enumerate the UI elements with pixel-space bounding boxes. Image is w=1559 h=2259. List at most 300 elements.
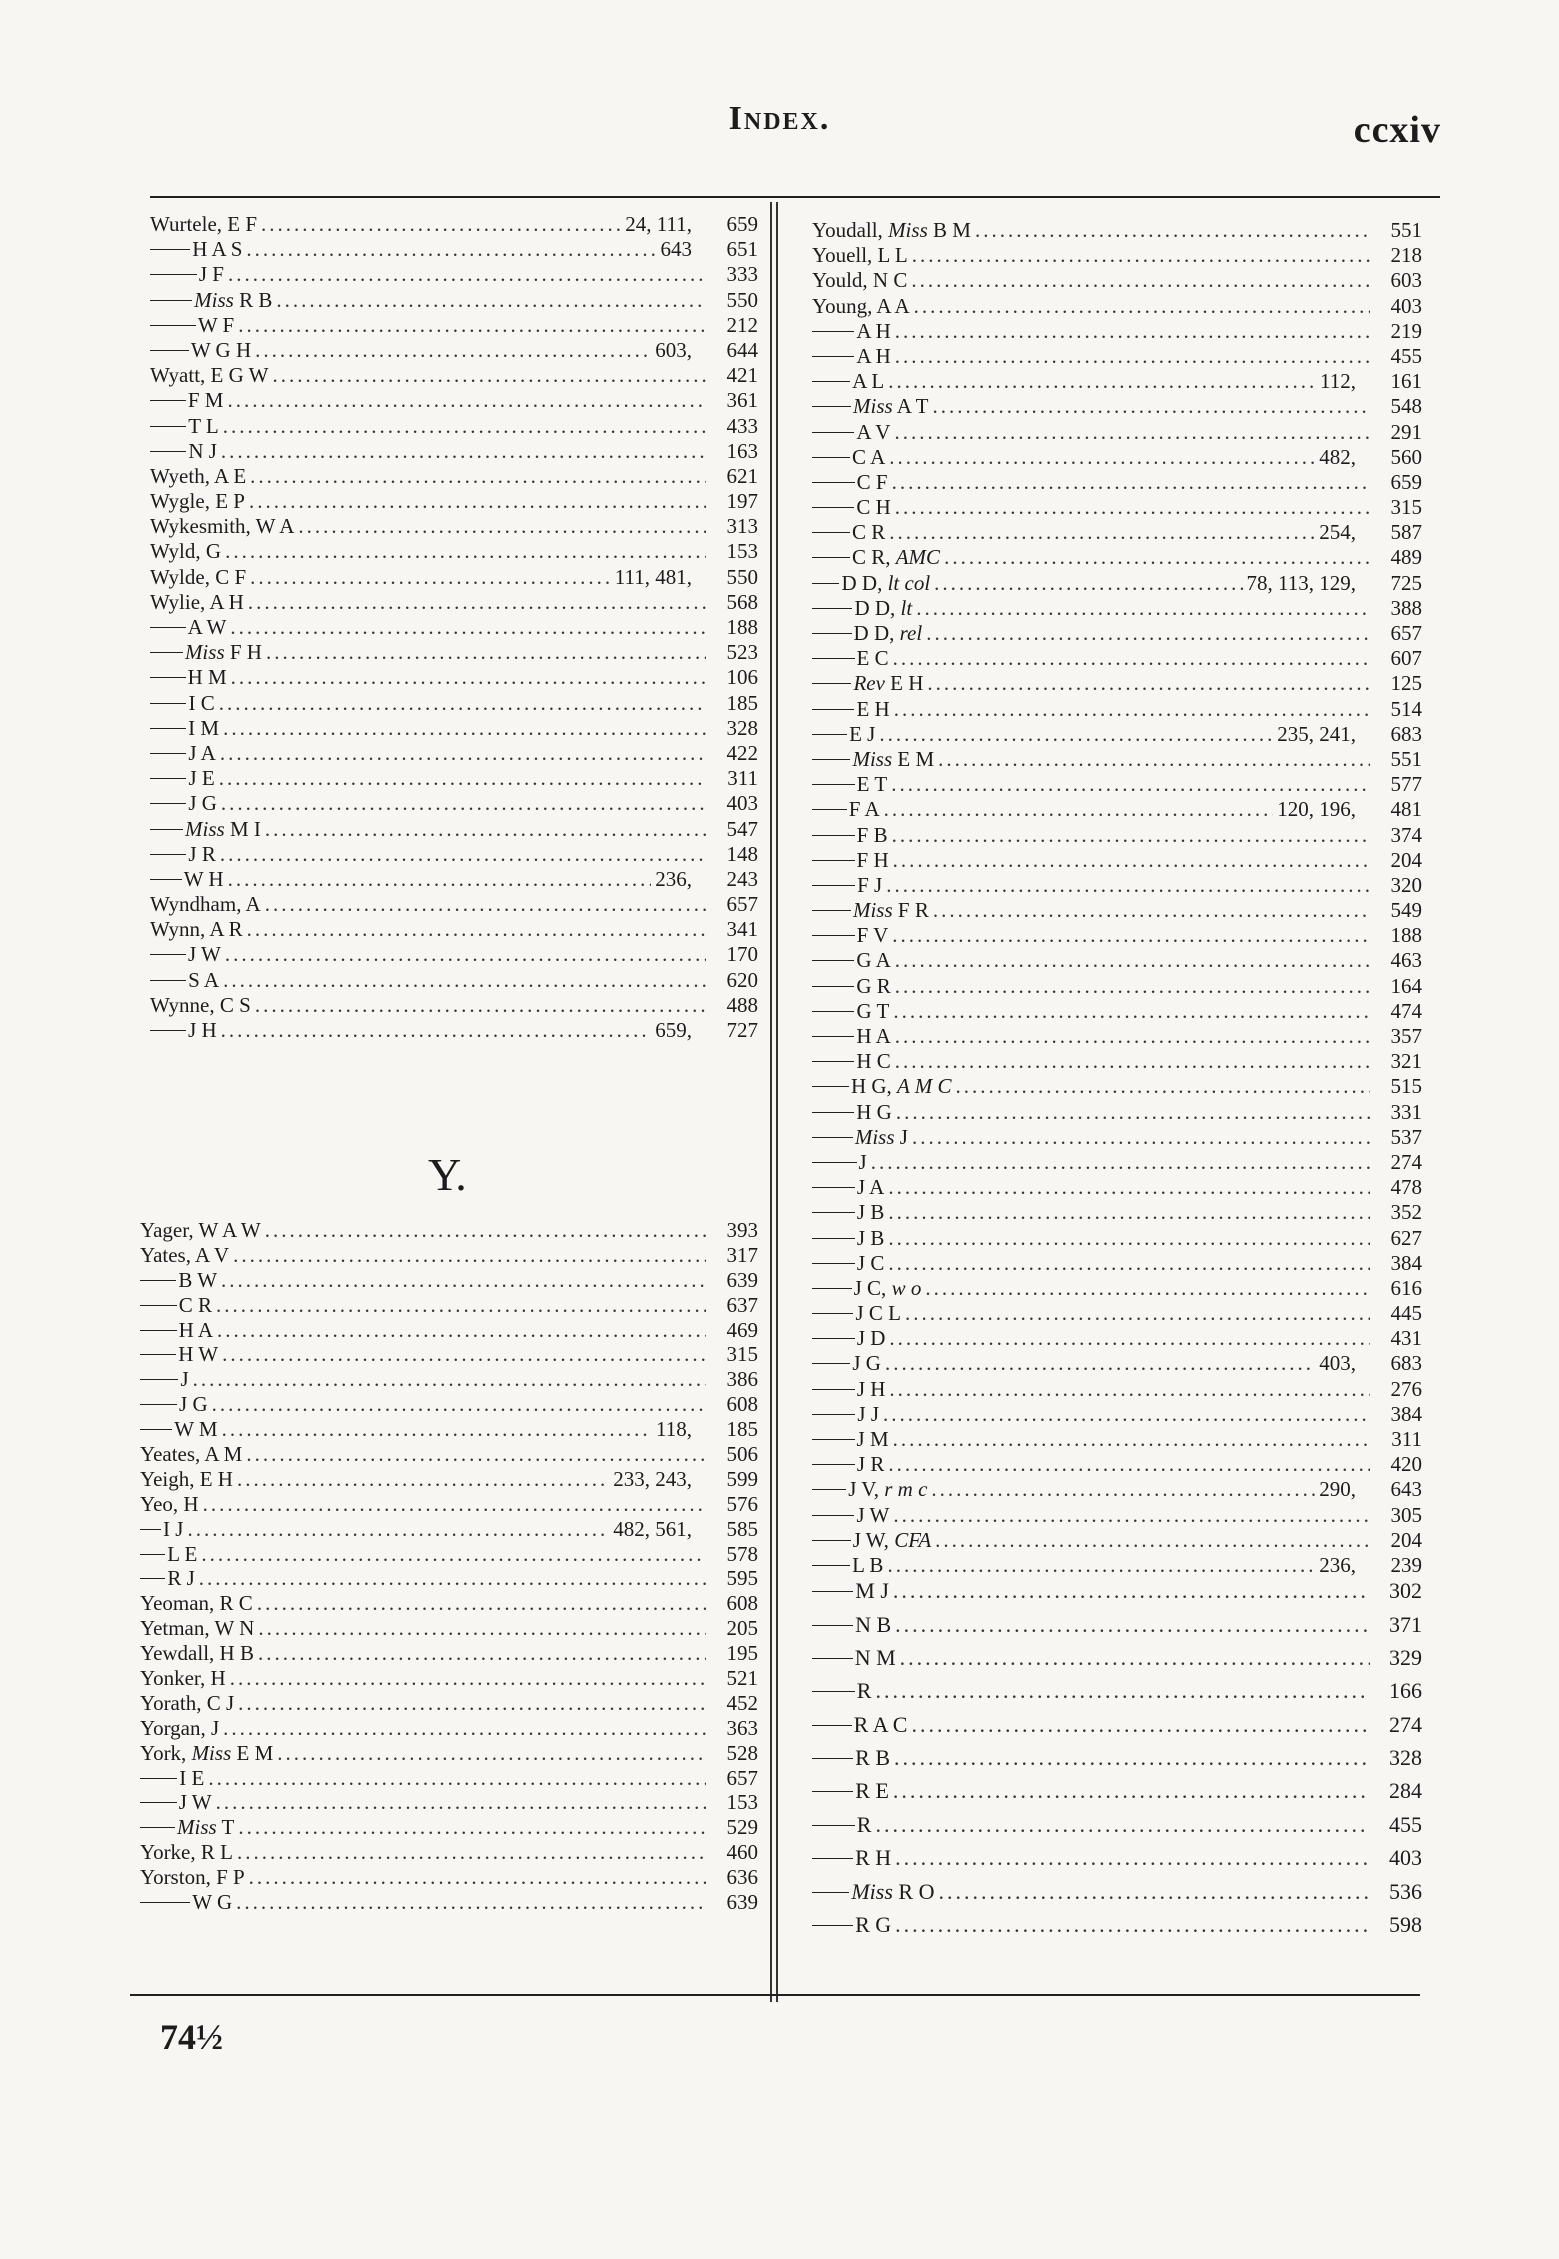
entry-name: Miss R O: [851, 1878, 935, 1904]
dot-leader: [223, 716, 706, 741]
dot-leader: [203, 1492, 706, 1517]
entry-page: 125: [1390, 671, 1422, 696]
entry-extra-pages: 111, 481,: [614, 564, 692, 589]
index-entry: [812, 1712, 1422, 1745]
dot-leader: [912, 1125, 1370, 1150]
ditto-dash: [140, 1280, 176, 1281]
entry-extra-pages: 659,: [655, 1018, 692, 1042]
entry-page: 197: [726, 489, 758, 514]
dot-leader: [895, 1024, 1370, 1049]
dot-leader: [895, 495, 1370, 520]
entry-page: 549: [1390, 898, 1422, 923]
entry-name: I E: [179, 1765, 205, 1790]
entry-name: Miss F H: [184, 640, 262, 665]
entry-page: 587: [1390, 520, 1422, 545]
dot-leader: [893, 646, 1370, 671]
ditto-dash: [812, 1591, 853, 1592]
entry-page: 164: [1390, 973, 1422, 998]
entry-page: 317: [726, 1242, 758, 1267]
dot-leader: [221, 1018, 652, 1043]
index-entry: [150, 212, 758, 237]
ditto-dash: [812, 860, 855, 861]
index-entry: [812, 898, 1422, 923]
dot-leader: [895, 948, 1370, 973]
index-entry: [140, 1616, 758, 1641]
page-title: Index.: [728, 100, 831, 137]
entry-name: J J: [857, 1401, 880, 1426]
index-entry: [812, 797, 1422, 822]
entry-extra-pages: 254,: [1319, 520, 1356, 545]
entry-page: 302: [1389, 1578, 1422, 1604]
entry-name: R A C: [853, 1711, 908, 1737]
index-entry: [150, 942, 758, 967]
entry-page: 657: [726, 1765, 758, 1790]
ditto-dash: [812, 583, 839, 584]
dot-leader: [895, 1612, 1370, 1638]
entry-name: F A: [848, 797, 880, 822]
entry-name: H C: [856, 1049, 891, 1074]
index-entry: [140, 1691, 758, 1716]
index-entry: [150, 615, 758, 640]
dot-leader: [889, 445, 1315, 470]
entry-name: Yeoman, R C: [140, 1591, 253, 1616]
index-entry: [812, 948, 1422, 973]
index-entry: [812, 1645, 1422, 1678]
entry-page: 551: [1390, 218, 1422, 242]
ditto-dash: [812, 432, 854, 433]
index-entry: [140, 1492, 758, 1517]
dot-leader: [938, 1879, 1370, 1905]
index-entry: [812, 1745, 1422, 1778]
entry-name: T L: [188, 413, 219, 438]
entry-name: H G: [856, 1099, 892, 1124]
entry-name: D D, lt: [854, 595, 913, 620]
entry-name: R G: [855, 1912, 892, 1938]
index-entry: [140, 1392, 758, 1417]
dot-leader: [223, 1716, 706, 1741]
entry-page: 329: [1389, 1644, 1422, 1670]
dot-leader: [222, 1342, 706, 1367]
ditto-dash: [812, 1725, 852, 1726]
entry-name: I C: [188, 690, 215, 715]
dot-leader: [955, 1074, 1370, 1099]
entry-name: J: [180, 1367, 189, 1392]
ditto-dash: [140, 1802, 177, 1803]
ditto-dash: [812, 1263, 855, 1264]
entry-name: G A: [856, 948, 891, 973]
dot-leader: [900, 1645, 1370, 1671]
entry-name: J V, r m c: [848, 1477, 928, 1502]
ditto-dash: [812, 482, 855, 483]
entry-page: 455: [1390, 343, 1422, 368]
entry-page: 657: [1390, 621, 1422, 645]
entry-extra-pages: 403,: [1319, 1351, 1356, 1376]
entry-page: 311: [727, 766, 758, 791]
ditto-dash: [140, 1827, 175, 1828]
dot-leader: [875, 1678, 1370, 1704]
entry-page: 212: [726, 312, 758, 337]
index-entry: [812, 520, 1422, 545]
entry-name: M J: [855, 1578, 889, 1604]
entry-name: F V: [856, 923, 889, 948]
entry-page: 644: [726, 337, 758, 362]
dot-leader: [927, 671, 1370, 696]
index-entry: [812, 1200, 1422, 1225]
index-entry: [812, 1503, 1422, 1528]
column-divider: [776, 202, 778, 2002]
index-entry: [150, 1018, 758, 1043]
entry-name: A W: [187, 615, 227, 639]
ditto-dash: [812, 633, 852, 634]
dot-leader: [221, 791, 706, 816]
entry-page: 639: [726, 1267, 758, 1292]
dot-leader: [911, 1712, 1370, 1738]
index-entry: [812, 772, 1422, 797]
entry-name: J C L: [855, 1301, 901, 1326]
entry-name: Wyld, G: [150, 539, 222, 564]
ditto-dash: [140, 1778, 177, 1779]
ditto-dash: [812, 1162, 857, 1163]
ditto-dash: [150, 803, 186, 804]
index-entry: [140, 1716, 758, 1741]
entry-name: H G, A M C: [850, 1074, 952, 1099]
ditto-dash: [812, 1825, 855, 1826]
dot-leader: [975, 218, 1370, 243]
entry-name: H A: [178, 1317, 214, 1342]
entry-name: Yeigh, E H: [140, 1466, 233, 1491]
dot-leader: [212, 1392, 706, 1417]
index-entry: [812, 1326, 1422, 1351]
index-entry: [150, 439, 758, 464]
entry-page: 276: [1390, 1376, 1422, 1401]
index-entry: [150, 968, 758, 993]
dot-leader: [223, 968, 706, 993]
entry-page: 341: [726, 917, 758, 942]
entry-name: J G: [179, 1392, 208, 1417]
entry-name: Yates, A V: [140, 1242, 230, 1267]
index-entry: [140, 1342, 758, 1367]
entry-name: I J: [163, 1516, 184, 1541]
index-entry: [150, 993, 758, 1018]
entry-page: 188: [726, 615, 758, 639]
ditto-dash: [812, 406, 851, 407]
ditto-dash: [812, 1758, 853, 1759]
entry-page: 321: [1390, 1049, 1422, 1074]
ditto-dash: [812, 835, 855, 836]
entry-page: 403: [726, 791, 758, 816]
entry-name: H A S: [192, 237, 243, 262]
ditto-dash: [812, 709, 854, 710]
entry-name: E H: [856, 696, 890, 721]
ditto-dash: [812, 1086, 849, 1087]
ditto-dash: [150, 400, 186, 401]
dot-leader: [258, 1616, 706, 1641]
index-entry: [150, 464, 758, 489]
index-entry: [812, 671, 1422, 696]
index-entry: [812, 1528, 1422, 1553]
entry-name: W H: [183, 866, 224, 891]
entry-page: 195: [726, 1641, 758, 1666]
ditto-dash: [812, 1389, 855, 1390]
entry-page: 659: [726, 212, 758, 236]
entry-name: Yorston, F P: [140, 1865, 245, 1890]
index-entry: [812, 1276, 1422, 1301]
index-entry: [812, 1477, 1422, 1502]
index-entry: [812, 1402, 1422, 1427]
ditto-dash: [812, 1625, 853, 1626]
entry-name: A H: [856, 343, 891, 368]
index-entry: [812, 319, 1422, 344]
entry-page: 153: [726, 1790, 758, 1815]
ditto-dash: [812, 1212, 855, 1213]
entry-page: 166: [1389, 1678, 1422, 1704]
index-entry: [812, 495, 1422, 520]
entry-name: J E: [188, 766, 215, 791]
entry-name: R: [856, 1811, 872, 1837]
index-entry: [150, 716, 758, 741]
dot-leader: [228, 262, 706, 287]
entry-name: R J: [167, 1566, 195, 1591]
ditto-dash: [812, 1540, 851, 1541]
index-entry: [812, 1024, 1422, 1049]
index-entry: [150, 237, 758, 262]
index-entry: [812, 420, 1422, 445]
index-entry: [150, 791, 758, 816]
entry-name: A V: [856, 419, 891, 444]
left-column-top: [150, 212, 758, 1043]
entry-name: W M: [174, 1417, 218, 1442]
entry-name: Yorgan, J: [140, 1715, 220, 1740]
dot-leader: [916, 596, 1370, 621]
entry-name: F M: [187, 388, 224, 413]
entry-name: F J: [857, 872, 883, 897]
entry-page: 403: [1389, 1845, 1422, 1871]
entry-name: A H: [856, 318, 891, 343]
dot-leader: [926, 621, 1370, 646]
entry-page: 488: [726, 992, 758, 1017]
dot-leader: [219, 691, 706, 716]
ditto-dash: [150, 249, 190, 250]
entry-page: 455: [1389, 1811, 1422, 1837]
ditto-dash: [812, 759, 850, 760]
dot-leader: [932, 394, 1370, 419]
ditto-dash: [140, 1578, 165, 1579]
entry-name: C R, AMC: [851, 545, 941, 570]
entry-page: 386: [726, 1367, 758, 1392]
index-entry: [150, 414, 758, 439]
index-entry: [812, 1226, 1422, 1251]
ditto-dash: [812, 557, 850, 558]
entry-page: 148: [726, 841, 758, 866]
dot-leader: [888, 1251, 1370, 1276]
dot-leader: [220, 842, 706, 867]
ditto-dash: [812, 1565, 850, 1566]
entry-name: Youell, L L: [812, 243, 908, 268]
entry-page: 616: [1390, 1275, 1422, 1300]
index-entry: [812, 545, 1422, 570]
ditto-dash: [812, 658, 855, 659]
index-entry: [140, 1890, 758, 1915]
entry-page: 204: [1390, 1527, 1422, 1552]
dot-leader: [255, 338, 651, 363]
entry-extra-pages: 118,: [656, 1417, 692, 1442]
dot-leader: [888, 1175, 1370, 1200]
index-entry: [140, 1268, 758, 1293]
dot-leader: [238, 313, 706, 338]
index-entry: [812, 722, 1422, 747]
entry-name: H M: [187, 665, 227, 690]
entry-extra-pages: 233, 243,: [613, 1466, 692, 1491]
entry-page: 393: [726, 1218, 758, 1242]
entry-page: 315: [1390, 495, 1422, 520]
dot-leader: [905, 1301, 1370, 1326]
dot-leader: [225, 942, 706, 967]
entry-name: J R: [856, 1452, 885, 1477]
entry-name: J C: [856, 1250, 885, 1275]
dot-leader: [217, 1318, 706, 1343]
dot-leader: [888, 369, 1316, 394]
index-entry: [140, 1417, 758, 1442]
index-entry: [150, 313, 758, 338]
entry-name: Miss T: [177, 1815, 235, 1840]
dot-leader: [888, 1226, 1370, 1251]
dot-leader: [875, 1812, 1370, 1838]
dot-leader: [893, 999, 1370, 1024]
entry-page: 621: [726, 463, 758, 488]
entry-extra-pages: 482, 561,: [613, 1516, 692, 1541]
index-entry: [812, 268, 1422, 293]
index-entry: [140, 1790, 758, 1815]
entry-page: 469: [726, 1317, 758, 1342]
entry-page: 636: [726, 1865, 758, 1890]
entry-name: Yeo, H: [140, 1491, 199, 1516]
index-entry: [140, 1566, 758, 1591]
entry-page: 204: [1390, 847, 1422, 872]
index-entry: [140, 1517, 758, 1542]
entry-page: 163: [726, 438, 758, 463]
dot-leader: [895, 974, 1370, 999]
index-entry: [812, 1351, 1422, 1376]
index-entry: [812, 1612, 1422, 1645]
ditto-dash: [812, 960, 854, 961]
entry-page: 515: [1390, 1074, 1422, 1099]
entry-page: 315: [726, 1342, 758, 1367]
index-entry: [812, 1879, 1422, 1912]
dot-leader: [892, 470, 1370, 495]
index-entry: [150, 741, 758, 766]
entry-name: N B: [855, 1611, 892, 1637]
entry-name: H A: [856, 1024, 891, 1048]
dot-leader: [894, 420, 1370, 445]
index-entry: [812, 1912, 1422, 1945]
ditto-dash: [140, 1330, 177, 1331]
entry-page: 239: [1390, 1552, 1422, 1577]
dot-leader: [893, 1778, 1370, 1804]
ditto-dash: [812, 1313, 853, 1314]
entry-name: York, Miss E M: [140, 1740, 274, 1765]
dot-leader: [893, 1427, 1370, 1452]
entry-page: 331: [1390, 1099, 1422, 1124]
entry-page: 403: [1390, 293, 1422, 318]
dot-leader: [237, 1467, 609, 1492]
entry-page: 607: [1390, 646, 1422, 671]
index-entry: [150, 514, 758, 539]
entry-name: W G H: [190, 337, 252, 362]
entry-name: Wyndham, A: [150, 892, 261, 917]
entry-page: 305: [1390, 1502, 1422, 1527]
index-entry: [812, 1100, 1422, 1125]
dot-leader: [934, 571, 1242, 596]
entry-extra-pages: 482,: [1319, 444, 1356, 469]
entry-page: 284: [1389, 1778, 1422, 1804]
entry-page: 560: [1390, 444, 1422, 469]
column-divider: [770, 202, 772, 2002]
dot-leader: [883, 1402, 1370, 1427]
index-entry: [150, 917, 758, 942]
entry-name: Miss A T: [853, 394, 929, 419]
ditto-dash: [812, 935, 855, 936]
entry-extra-pages: 643: [660, 237, 692, 262]
ditto-dash: [140, 1902, 190, 1903]
entry-name: Wyatt, E G W: [150, 363, 269, 388]
entry-name: C F: [856, 469, 888, 494]
ditto-dash: [812, 885, 855, 886]
dot-leader: [911, 268, 1370, 293]
entry-page: 651: [726, 237, 758, 262]
ditto-dash: [812, 1691, 855, 1692]
ditto-dash: [812, 1137, 853, 1138]
entry-page: 514: [1390, 696, 1422, 721]
entry-page: 185: [726, 690, 758, 715]
index-entry: [812, 1251, 1422, 1276]
dot-leader: [208, 1766, 706, 1791]
index-entry: [812, 1427, 1422, 1452]
index-entry: [812, 1845, 1422, 1878]
index-entry: [812, 294, 1422, 319]
index-entry: [140, 1741, 758, 1766]
entry-name: C R: [178, 1292, 212, 1317]
dot-leader: [894, 697, 1370, 722]
index-entry: [812, 923, 1422, 948]
index-entry: [150, 363, 758, 388]
ditto-dash: [150, 652, 183, 653]
dot-leader: [895, 1845, 1370, 1871]
dot-leader: [230, 615, 706, 640]
entry-name: J: [858, 1149, 867, 1174]
dot-leader: [912, 243, 1370, 268]
index-entry: [812, 394, 1422, 419]
ditto-dash: [812, 1464, 855, 1465]
entry-page: 506: [726, 1442, 758, 1467]
entry-extra-pages: 78, 113, 129,: [1246, 570, 1356, 595]
dot-leader: [894, 1745, 1370, 1771]
dot-leader: [938, 747, 1370, 772]
dot-leader: [233, 1243, 706, 1268]
entry-page: 328: [1389, 1745, 1422, 1771]
entry-name: W F: [197, 312, 235, 337]
index-entry: [812, 369, 1422, 394]
entry-name: Young, A A: [812, 293, 910, 318]
index-entry: [812, 1150, 1422, 1175]
entry-page: 529: [726, 1815, 758, 1840]
entry-page: 657: [726, 892, 758, 917]
index-entry: [150, 665, 758, 690]
index-entry: [812, 646, 1422, 671]
entry-page: 551: [1390, 746, 1422, 771]
entry-name: D D, lt col: [841, 570, 931, 595]
entry-page: 431: [1390, 1326, 1422, 1351]
entry-page: 683: [1390, 721, 1422, 746]
